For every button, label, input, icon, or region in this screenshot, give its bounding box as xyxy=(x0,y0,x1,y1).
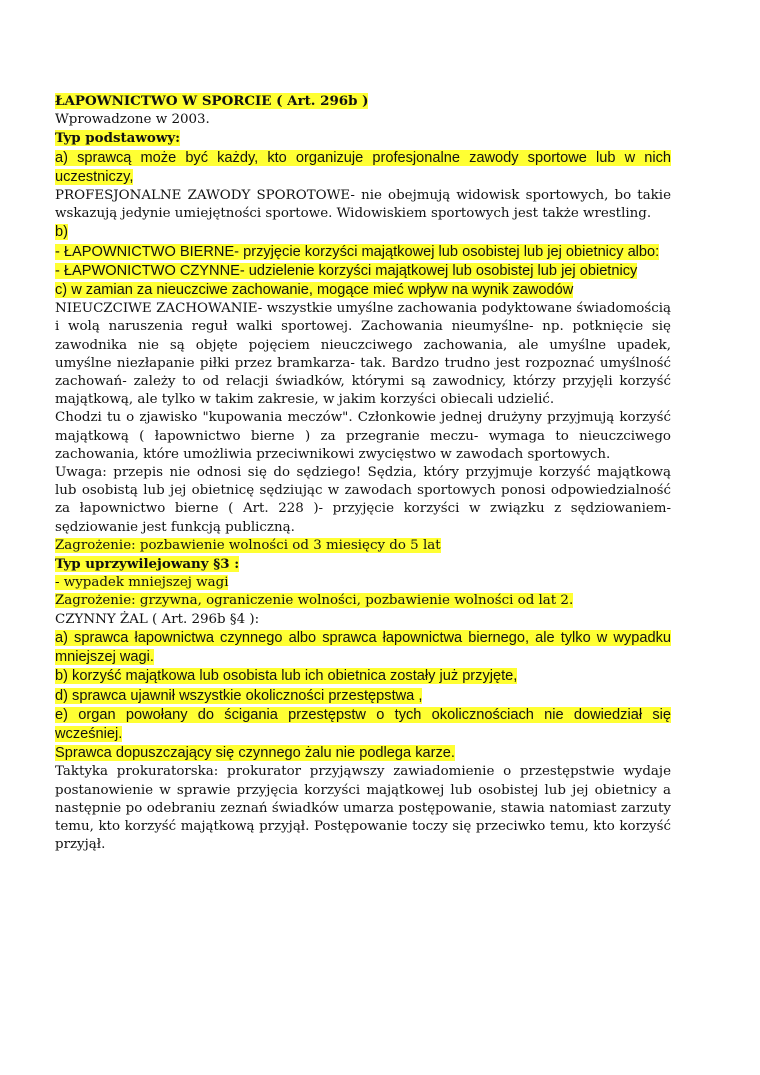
privileged-heading: Typ uprzywilejowany §3 : xyxy=(55,556,240,573)
passive-bribery-line xyxy=(55,243,671,262)
point-b-line xyxy=(55,223,671,242)
penalty-basic-text: Zagrożenie: pozbawienie wolności od 3 miesięcy do 5 lat xyxy=(55,537,441,553)
privileged-heading-line xyxy=(55,555,671,574)
intro-text: Wprowadzone w 2003. xyxy=(55,112,210,128)
active-bribery-text: - ŁAPWONICTWO CZYNNE- udzielenie korzyści majątkowej lub osobistej lub jej obietnicy xyxy=(55,262,638,279)
remorse-a-line xyxy=(55,629,671,667)
remorse-conclusion-text: Sprawca dopuszczający się czynnego żalu nie podlega karze. xyxy=(55,745,455,762)
basic-type-line xyxy=(55,129,671,148)
remorse-a-text: a) sprawca łapownictwa czynnego albo sprawca łapownictwa biernego, ale tylko w wypadku mniejszej wagi. xyxy=(55,629,671,666)
prosecutor-tactic-paragraph xyxy=(55,763,671,854)
referee-note-text: Uwaga: przepis nie odnosi się do sędziego! Sędzia, który przyjmuje korzyść majątkową lub osobistą lub jej obietnicę sędziując w zawodach sportowych ponosi odpowiedzialność za łapownictwo bierne ( Art. 228 )- przyjęcie korzyści w związku z sędziowaniem- sędziowanie jest funkcją publiczną. xyxy=(55,465,671,535)
remorse-heading: CZYNNY ŻAL ( Art. 296b §4 ): xyxy=(55,611,260,627)
minor-case-text: - wypadek mniejszej wagi xyxy=(55,575,229,591)
point-a-line xyxy=(55,149,671,187)
referee-note-paragraph xyxy=(55,464,671,537)
point-a-text: a) sprawcą może być każdy, kto organizuje profesjonalne zawody sportowe lub w nich uczestniczy, xyxy=(55,149,671,185)
remorse-b-line xyxy=(55,667,671,686)
active-bribery-line xyxy=(55,262,671,281)
document-title: ŁAPOWNICTWO W SPORCIE ( Art. 296b ) xyxy=(55,93,369,109)
point-c-line xyxy=(55,281,671,300)
penalty-privileged-line xyxy=(55,592,671,610)
match-buying-text: Chodzi tu o zjawisko "kupowania meczów". Członkowie jednej drużyny przyjmują korzyść majątkową ( łapownictwo bierne ) za przegranie meczu- wymaga to nieuczciwego zachowania, które umożliwia przeciwnikowi zwycięstwo w zawodach sportowych. xyxy=(55,410,671,462)
professional-def-paragraph xyxy=(55,187,671,223)
unfair-def-paragraph xyxy=(55,300,671,409)
penalty-basic-line xyxy=(55,537,671,555)
remorse-b-text: b) korzyść majątkowa lub osobista lub ich obietnica zostały już przyjęte, xyxy=(55,668,518,685)
document-title-line xyxy=(55,92,671,111)
unfair-def-text: NIEUCZCIWE ZACHOWANIE- wszystkie umyślne zachowania podyktowane świadomością i wolą naruszenia reguł walki sportowej. Zachowania nieumyślne- np. potknięcie się zawodnika nie są objęte pojęciem nieuczciwego zachowania, ale umyślne upadek, umyślne niezłapanie piłki przez bramkarza- tak. Bardzo trudno jest rozpoznać umyślność zachowań- zależy to od relacji świadków, którymi są zawodnicy, którzy przyjęli korzyść majątkową, ale tylko w takim zakresie, w jakim korzyści obiecali udzielić. xyxy=(55,301,671,408)
match-buying-paragraph xyxy=(55,409,671,464)
basic-type-heading: Typ podstawowy: xyxy=(55,130,181,147)
remorse-d-line xyxy=(55,687,671,706)
remorse-e-text: e) organ powołany do ścigania przestępstw o tych okolicznościach nie dowiedział się wcześniej. xyxy=(55,706,671,742)
minor-case-line xyxy=(55,574,671,592)
passive-bribery-text: - ŁAPOWNICTWO BIERNE- przyjęcie korzyści majątkowej lub osobistej lub jej obietnicy albo: xyxy=(55,243,660,260)
document-body xyxy=(55,92,671,854)
point-b-text: b) xyxy=(55,224,68,241)
prosecutor-tactic-text: Taktyka prokuratorska: prokurator przyjąwszy zawiadomienie o przestępstwie wydaje postanowienie w sprawie przyjęcia korzyści majątkowej lub osobistej lub jej obietnicy a następnie po odebraniu zeznań świadków umarza postępowanie, stawia natomiast zarzuty temu, kto korzyść majątkową przyjął. Postępowanie toczy się przeciwko temu, kto korzyść przyjął. xyxy=(55,764,671,853)
remorse-heading-line xyxy=(55,611,671,629)
intro-line xyxy=(55,111,671,129)
point-c-text: c) w zamian za nieuczciwe zachowanie, mogące mieć wpływ na wynik zawodów xyxy=(55,282,574,299)
remorse-d-text: d) sprawca ujawnił wszystkie okoliczności przestępstwa , xyxy=(55,687,423,704)
professional-def-text: PROFESJONALNE ZAWODY SPOROTOWE- nie obejmują widowisk sportowych, bo takie wskazują jedynie umiejętności sportowe. Widowiskiem sportowych jest także wrestling. xyxy=(55,188,671,222)
remorse-e-line xyxy=(55,706,671,744)
penalty-privileged-text: Zagrożenie: grzywna, ograniczenie wolności, pozbawienie wolności od lat 2. xyxy=(55,593,574,609)
remorse-conclusion-line xyxy=(55,744,671,763)
